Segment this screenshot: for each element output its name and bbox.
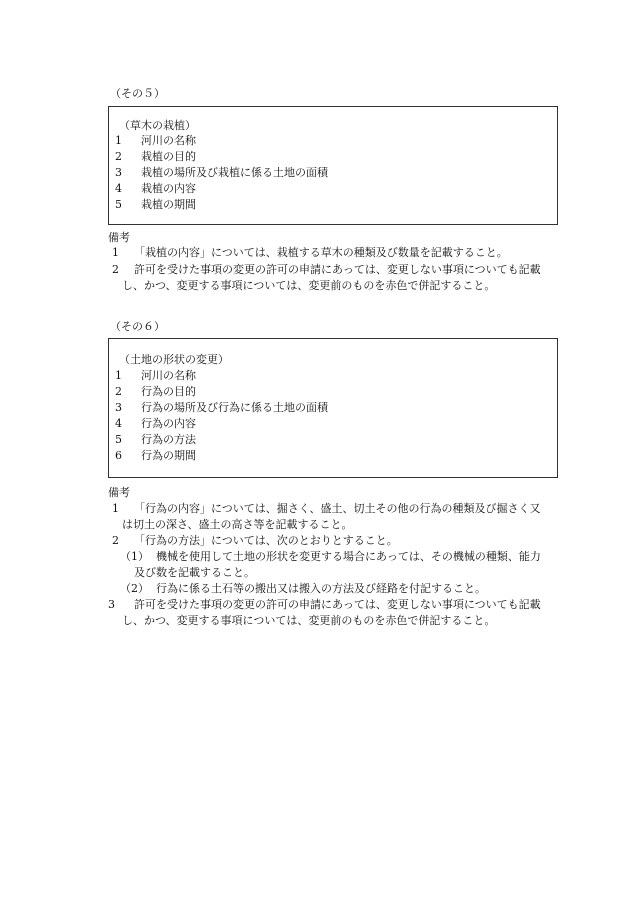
section6-note-1-line-2: は切土の深さ、盛土の高さ等を記載すること。 bbox=[122, 518, 353, 531]
section6-item-3 bbox=[115, 400, 328, 415]
section6-note-3-line-2: し、かつ、変更する事項については、変更前のものを赤色で併記すること。 bbox=[122, 614, 496, 627]
section6-sub-1-num: （1） bbox=[120, 550, 149, 563]
section6-label: （その６） bbox=[110, 320, 165, 333]
section6-item-1 bbox=[115, 368, 196, 383]
item-num: 1 bbox=[115, 369, 122, 382]
item-num: 3 bbox=[115, 166, 122, 179]
item-text: 行為の場所及び行為に係る土地の面積 bbox=[141, 401, 328, 414]
section6-item-4 bbox=[115, 416, 196, 431]
item-text: 行為の目的 bbox=[141, 385, 196, 398]
item-text: 行為の内容 bbox=[141, 417, 196, 430]
item-num: 2 bbox=[115, 385, 122, 398]
section5-item-5 bbox=[115, 197, 196, 212]
item-text: 栽植の場所及び栽植に係る土地の面積 bbox=[141, 166, 328, 179]
item-text: 河川の名称 bbox=[141, 369, 196, 382]
item-num: 6 bbox=[115, 449, 122, 462]
section5-note-1-num: 1 bbox=[112, 246, 119, 259]
section6-note-1-line-1: 「行為の内容」については、掘さく、盛土、切土その他の行為の種類及び掘さく又 bbox=[134, 502, 541, 515]
section6-item-2 bbox=[115, 384, 196, 399]
section5-item-1 bbox=[115, 133, 196, 148]
item-num: 5 bbox=[115, 198, 122, 211]
section5-label: （その５） bbox=[110, 87, 165, 100]
item-num: 4 bbox=[115, 417, 122, 430]
item-text: 栽植の内容 bbox=[141, 182, 196, 195]
section6-box bbox=[108, 338, 558, 478]
item-text: 河川の名称 bbox=[141, 134, 196, 147]
section6-note-3-line-1: 許可を受けた事項の変更の許可の申請にあっては、変更しない事項についても記載 bbox=[134, 598, 541, 611]
section6-sub-2-line-1: 行為に係る土石等の搬出又は搬入の方法及び経路を付記すること。 bbox=[156, 582, 486, 595]
item-text: 栽植の目的 bbox=[141, 150, 196, 163]
section6-notes-title: 備考 bbox=[108, 486, 130, 499]
section5-note-2-line-1: 許可を受けた事項の変更の許可の申請にあっては、変更しない事項についても記載 bbox=[134, 263, 541, 276]
item-text: 行為の期間 bbox=[141, 449, 196, 462]
item-num: 3 bbox=[115, 401, 122, 414]
section6-item-5 bbox=[115, 432, 196, 447]
section6-note-2-num: 2 bbox=[112, 534, 119, 547]
section6-note-2-line-1: 「行為の方法」については、次のとおりとすること。 bbox=[134, 534, 398, 547]
section5-item-3 bbox=[115, 165, 328, 180]
section6-box-heading: （土地の形状の変更） bbox=[119, 353, 229, 366]
item-text: 栽植の期間 bbox=[141, 198, 196, 211]
item-num: 5 bbox=[115, 433, 122, 446]
section6-sub-2-num: （2） bbox=[120, 582, 149, 595]
section5-box-heading: （草木の栽植） bbox=[119, 119, 196, 132]
section5-item-2 bbox=[115, 149, 196, 164]
item-num: 2 bbox=[115, 150, 122, 163]
item-num: 1 bbox=[115, 134, 122, 147]
section5-note-2-num: 2 bbox=[112, 263, 119, 276]
item-text: 行為の方法 bbox=[141, 433, 196, 446]
section6-note-3-num: 3 bbox=[108, 598, 115, 611]
section5-note-2-line-2: し、かつ、変更する事項については、変更前のものを赤色で併記すること。 bbox=[122, 279, 496, 292]
section5-item-4 bbox=[115, 181, 196, 196]
section5-notes-title: 備考 bbox=[108, 231, 130, 244]
section6-sub-1-line-2: 及び数を記載すること。 bbox=[134, 566, 255, 579]
section5-note-1-line-1: 「栽植の内容」については、栽植する草木の種類及び数量を記載すること。 bbox=[134, 246, 508, 259]
section6-note-1-num: 1 bbox=[112, 502, 119, 515]
section6-sub-1-line-1: 機械を使用して土地の形状を変更する場合にあっては、その機械の種類、能力 bbox=[156, 550, 541, 563]
section6-item-6 bbox=[115, 448, 196, 463]
item-num: 4 bbox=[115, 182, 122, 195]
section5-box bbox=[108, 106, 558, 225]
